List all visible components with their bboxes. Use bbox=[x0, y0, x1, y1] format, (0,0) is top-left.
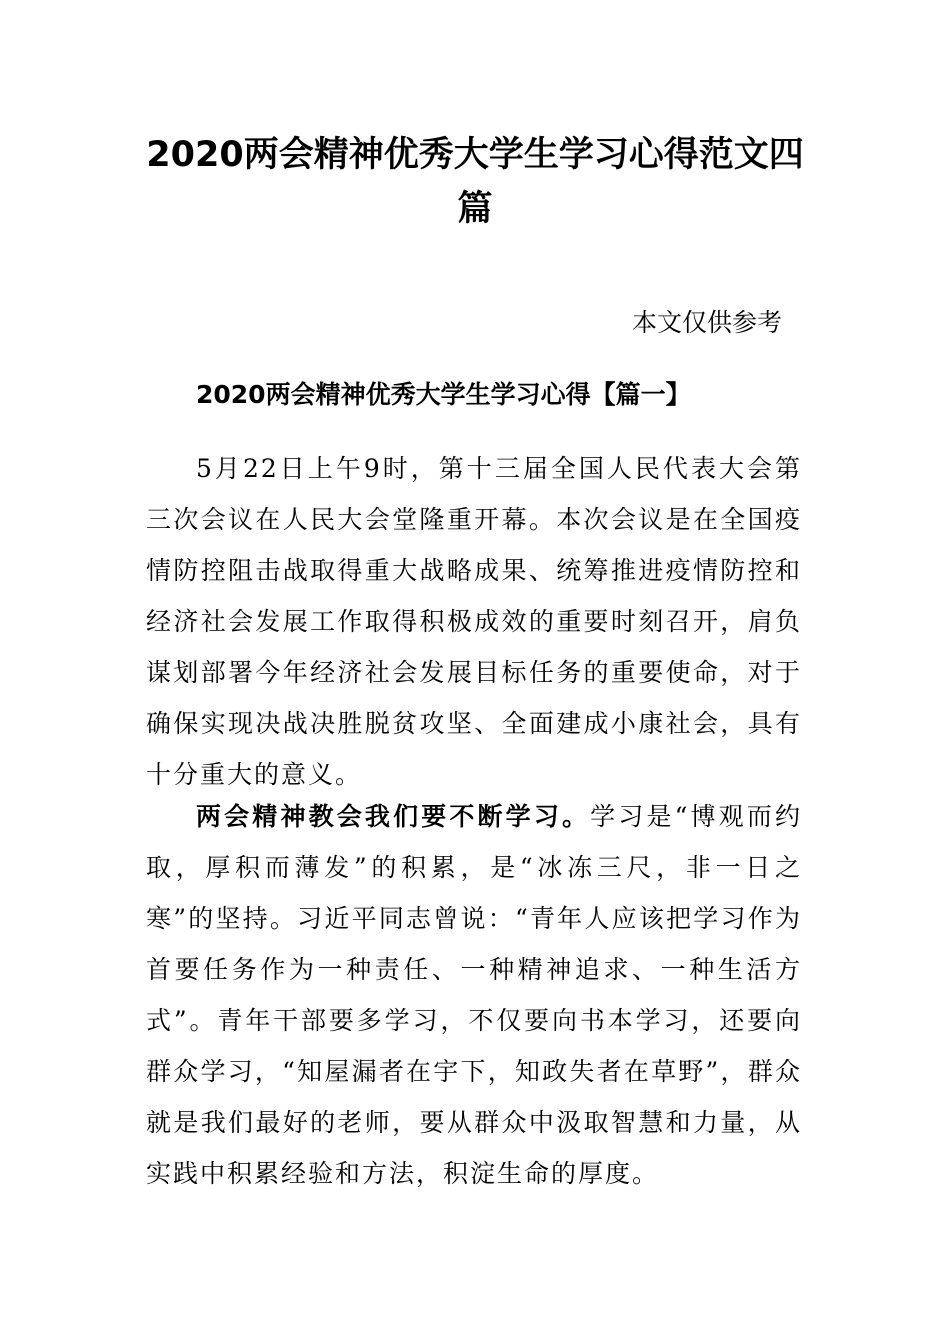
reference-note: 本文仅供参考 bbox=[631, 308, 782, 337]
section-heading: 2020两会精神优秀大学生学习心得【篇一】 bbox=[196, 380, 691, 409]
paragraph-1: 5月22日上午9时，第十三届全国人民代表大会第三次会议在人民大会堂隆重开幕。本次会议是在全国疫情防控阻击战取得重大战略成果、统筹推进疫情防控和经济社会发展工作取得积极成效的重要时刻召开，肩负谋划部署今年经济社会发展目标任务的重要使命，对于确保实现决战决胜脱贫攻坚、全面建成小康社会，具有十分重大的意义。 bbox=[146, 454, 802, 789]
paragraph-2-lead: 两会精神教会我们要不断学习。 bbox=[196, 802, 591, 831]
paragraph-2 bbox=[146, 791, 802, 1199]
document-title: 2020两会精神优秀大学生学习心得范文四篇 bbox=[146, 135, 804, 229]
paragraph-2-body: 学习是“博观而约取，厚积而薄发”的积累，是“冰冻三尺，非一日之寒”的坚持。习近平同志曾说：“青年人应该把学习作为首要任务作为一种责任、一种精神追求、一种生活方式”。青年干部要多学习，不仅要向书本学习，还要向群众学习，“知屋漏者在宇下，知政失者在草野”，群众就是我们最好的老师，要从群众中汲取智慧和力量，从实践中积累经验和方法，积淀生命的厚度。 bbox=[146, 802, 802, 1188]
